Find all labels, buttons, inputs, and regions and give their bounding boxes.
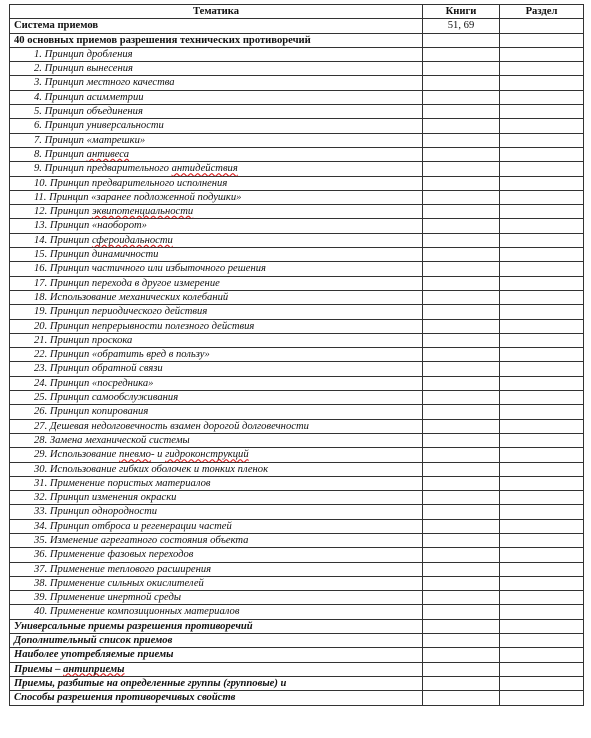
books-cell: [423, 162, 500, 176]
books-cell: [423, 662, 500, 676]
section-cell: [500, 591, 584, 605]
topic-text: 35. Изменение агрегатного состояния объекта: [34, 534, 249, 546]
books-cell: [423, 391, 500, 405]
header-section: Раздел: [500, 5, 584, 19]
topic-text: 31. Применение пористых материалов: [34, 477, 211, 489]
topic-text: 4. Принцип асимметрии: [34, 91, 144, 103]
topic-cell: [10, 419, 423, 433]
section-cell: [500, 248, 584, 262]
section-cell: [500, 19, 584, 33]
section-cell: [500, 105, 584, 119]
section-cell: [500, 576, 584, 590]
topic-cell: [10, 62, 423, 76]
topic-text: 39. Применение инертной среды: [34, 592, 181, 604]
topic-cell: [10, 248, 423, 262]
topic-cell: [10, 276, 423, 290]
topic-cell: [10, 90, 423, 104]
section-cell: [500, 119, 584, 133]
topic-text: 18. Использование механических колебаний: [34, 291, 229, 303]
table-row: [10, 619, 584, 633]
section-cell: [500, 90, 584, 104]
topic-cell: [10, 691, 423, 705]
table-row: [10, 676, 584, 690]
topic-cell: [10, 605, 423, 619]
books-cell: [423, 47, 500, 61]
section-cell: [500, 162, 584, 176]
books-cell: [423, 219, 500, 233]
topic-text: 21. Принцип проскока: [34, 334, 133, 346]
topic-text: 17. Принцип перехода в другое измерение: [34, 277, 220, 289]
table-row: [10, 105, 584, 119]
table-row: [10, 391, 584, 405]
section-cell: [500, 605, 584, 619]
books-cell: [423, 648, 500, 662]
topic-text: Наиболее употребляемые приемы: [14, 649, 174, 661]
books-cell: [423, 305, 500, 319]
section-cell: [500, 190, 584, 204]
section-cell: [500, 47, 584, 61]
section-cell: [500, 505, 584, 519]
table-row: [10, 648, 584, 662]
topic-text: 25. Принцип самообслуживания: [34, 392, 179, 404]
table-row: [10, 591, 584, 605]
table-row: [10, 262, 584, 276]
table-row: [10, 90, 584, 104]
topic-text: 15. Принцип динамичности: [34, 249, 159, 261]
section-cell: [500, 262, 584, 276]
topic-text: Универсальные приемы разрешения противоречий: [14, 620, 253, 632]
table-row: [10, 133, 584, 147]
topic-text: Приемы –: [14, 663, 64, 675]
topic-cell: [10, 33, 423, 47]
table-row: [10, 448, 584, 462]
spellcheck-flagged-word: антиприемы: [63, 663, 125, 675]
topic-cell: [10, 362, 423, 376]
topic-cell: [10, 676, 423, 690]
books-cell: [423, 433, 500, 447]
topic-cell: [10, 190, 423, 204]
section-cell: [500, 676, 584, 690]
table-row: [10, 162, 584, 176]
topic-text: 10. Принцип предварительного исполнения: [34, 177, 228, 189]
table-row: [10, 47, 584, 61]
books-cell: [423, 133, 500, 147]
topic-text: 7. Принцип «матрешки»: [34, 134, 146, 146]
section-cell: [500, 433, 584, 447]
topic-text: 20. Принцип непрерывности полезного действия: [34, 320, 255, 332]
topic-cell: [10, 562, 423, 576]
books-cell: [423, 448, 500, 462]
topic-text: 3. Принцип местного качества: [34, 77, 175, 89]
books-cell: [423, 605, 500, 619]
topic-cell: [10, 290, 423, 304]
topic-cell: [10, 634, 423, 648]
topic-cell: [10, 262, 423, 276]
spellcheck-flagged-word: антивеса: [86, 148, 130, 160]
topic-cell: [10, 233, 423, 247]
section-cell: [500, 333, 584, 347]
section-cell: [500, 33, 584, 47]
table-row: [10, 662, 584, 676]
topic-cell: [10, 505, 423, 519]
topic-text: 5. Принцип объединения: [34, 106, 143, 118]
topic-cell: [10, 662, 423, 676]
topic-cell: [10, 333, 423, 347]
topic-cell: [10, 476, 423, 490]
section-cell: [500, 619, 584, 633]
topic-text: 36. Применение фазовых переходов: [34, 549, 194, 561]
table-row: [10, 333, 584, 347]
topic-text: 8. Принцип: [34, 148, 87, 160]
section-cell: [500, 562, 584, 576]
topics-table: [9, 4, 584, 706]
table-row: [10, 476, 584, 490]
topic-text: 33. Принцип однородности: [34, 506, 158, 518]
topic-cell: [10, 591, 423, 605]
books-cell: 51, 69: [423, 19, 500, 33]
books-cell: [423, 519, 500, 533]
topic-text: 30. Использование гибких оболочек и тонких пленок: [34, 463, 269, 475]
spellcheck-flagged-word: пневмо: [119, 449, 151, 461]
table-row: [10, 362, 584, 376]
section-cell: [500, 462, 584, 476]
section-cell: [500, 376, 584, 390]
section-cell: [500, 491, 584, 505]
topic-text: 12. Принцип: [34, 206, 92, 218]
books-cell: [423, 319, 500, 333]
books-cell: [423, 262, 500, 276]
topic-text: 34. Принцип отброса и регенерации частей: [34, 520, 232, 532]
section-cell: [500, 290, 584, 304]
table-row: [10, 576, 584, 590]
topic-text: Дополнительный список приемов: [14, 635, 173, 647]
books-cell: [423, 90, 500, 104]
topic-cell: [10, 576, 423, 590]
section-cell: [500, 419, 584, 433]
header-books: Книги: [423, 5, 500, 19]
table-row: [10, 176, 584, 190]
table-row: [10, 519, 584, 533]
table-row: [10, 233, 584, 247]
topic-text: 40 основных приемов разрешения технических противоречий: [14, 34, 311, 46]
topic-text: 38. Применение сильных окислителей: [34, 577, 204, 589]
section-cell: [500, 305, 584, 319]
table-row: [10, 147, 584, 161]
table-row: [10, 348, 584, 362]
section-cell: [500, 219, 584, 233]
books-cell: [423, 691, 500, 705]
spellcheck-flagged-word: эквипотенциальности: [91, 206, 194, 218]
books-cell: [423, 176, 500, 190]
table-row: [10, 405, 584, 419]
topic-text: Приемы, разбитые на определенные группы (групповые) и: [14, 677, 287, 689]
topic-text: 27. Дешевая недолговечность взамен дорогой долговечности: [34, 420, 309, 432]
section-cell: [500, 533, 584, 547]
books-cell: [423, 491, 500, 505]
topic-text: 29. Использование: [34, 449, 120, 461]
section-cell: [500, 548, 584, 562]
section-cell: [500, 62, 584, 76]
topic-text: Система приемов: [14, 20, 99, 32]
topic-text: 2. Принцип вынесения: [34, 63, 133, 75]
books-cell: [423, 676, 500, 690]
topic-cell: [10, 533, 423, 547]
topic-text: Способы разрешения противоречивых свойств: [14, 692, 236, 704]
section-cell: [500, 476, 584, 490]
topic-cell: [10, 491, 423, 505]
books-cell: [423, 147, 500, 161]
table-row: [10, 248, 584, 262]
topic-cell: [10, 462, 423, 476]
table-row: [10, 205, 584, 219]
books-cell: [423, 476, 500, 490]
topic-cell: [10, 519, 423, 533]
section-cell: [500, 205, 584, 219]
books-cell: [423, 105, 500, 119]
header-topic: Тематика: [10, 5, 423, 19]
table-row: [10, 290, 584, 304]
topic-cell: [10, 391, 423, 405]
books-cell: [423, 33, 500, 47]
topic-cell: [10, 105, 423, 119]
books-cell: [423, 348, 500, 362]
topic-text: 23. Принцип обратной связи: [34, 363, 163, 375]
table-row: [10, 562, 584, 576]
topic-cell: [10, 548, 423, 562]
table-row: [10, 419, 584, 433]
books-cell: [423, 205, 500, 219]
section-cell: [500, 648, 584, 662]
section-cell: [500, 147, 584, 161]
topic-text: 26. Принцип копирования: [34, 406, 149, 418]
books-cell: [423, 62, 500, 76]
table-body: [10, 19, 584, 705]
section-cell: [500, 519, 584, 533]
topic-cell: [10, 348, 423, 362]
table-row: [10, 548, 584, 562]
books-cell: [423, 634, 500, 648]
topic-cell: [10, 119, 423, 133]
books-cell: [423, 548, 500, 562]
table-row: [10, 76, 584, 90]
section-cell: [500, 662, 584, 676]
table-row: [10, 19, 584, 33]
topic-text: 14. Принцип: [34, 234, 92, 246]
topic-cell: [10, 405, 423, 419]
topic-text: 22. Принцип «обратить вред в пользу»: [34, 349, 210, 361]
books-cell: [423, 76, 500, 90]
table-row: [10, 33, 584, 47]
books-cell: [423, 533, 500, 547]
topic-text: - и: [150, 449, 166, 461]
table-row: [10, 305, 584, 319]
books-cell: [423, 248, 500, 262]
table-row: [10, 276, 584, 290]
table-row: [10, 691, 584, 705]
topic-cell: [10, 162, 423, 176]
section-cell: [500, 691, 584, 705]
books-cell: [423, 119, 500, 133]
table-row: [10, 605, 584, 619]
spellcheck-flagged-word: гидроконструкций: [165, 449, 249, 461]
books-cell: [423, 362, 500, 376]
topic-cell: [10, 433, 423, 447]
topic-cell: [10, 133, 423, 147]
books-cell: [423, 290, 500, 304]
section-cell: [500, 448, 584, 462]
books-cell: [423, 576, 500, 590]
table-row: [10, 491, 584, 505]
table-row: [10, 634, 584, 648]
table-row: [10, 62, 584, 76]
books-cell: [423, 591, 500, 605]
topic-cell: [10, 219, 423, 233]
topic-text: 24. Принцип «посредника»: [34, 377, 154, 389]
table-row: [10, 219, 584, 233]
books-cell: [423, 190, 500, 204]
topic-text: 13. Принцип «наоборот»: [34, 220, 147, 232]
books-cell: [423, 405, 500, 419]
section-cell: [500, 76, 584, 90]
topic-text: 40. Применение композиционных материалов: [34, 606, 240, 618]
topic-cell: [10, 619, 423, 633]
topic-text: 1. Принцип дробления: [34, 48, 133, 60]
table-row: [10, 376, 584, 390]
table-header-row: [10, 5, 584, 19]
table-row: [10, 533, 584, 547]
books-cell: [423, 419, 500, 433]
table-row: [10, 462, 584, 476]
section-cell: [500, 634, 584, 648]
section-cell: [500, 276, 584, 290]
books-cell: [423, 376, 500, 390]
section-cell: [500, 176, 584, 190]
topic-cell: [10, 319, 423, 333]
table-row: [10, 190, 584, 204]
topic-text: 11. Принцип «заранее подложенной подушки»: [34, 191, 242, 203]
topic-cell: [10, 47, 423, 61]
books-cell: [423, 233, 500, 247]
topic-cell: [10, 448, 423, 462]
topic-text: 32. Принцип изменения окраски: [34, 492, 177, 504]
topic-cell: [10, 205, 423, 219]
topic-text: 16. Принцип частичного или избыточного решения: [34, 263, 266, 275]
table-row: [10, 319, 584, 333]
section-cell: [500, 405, 584, 419]
topic-cell: [10, 305, 423, 319]
topic-cell: [10, 19, 423, 33]
spellcheck-flagged-word: антидействия: [171, 163, 238, 175]
section-cell: [500, 233, 584, 247]
books-cell: [423, 462, 500, 476]
topic-text: 19. Принцип периодического действия: [34, 306, 208, 318]
topic-cell: [10, 376, 423, 390]
table-row: [10, 119, 584, 133]
section-cell: [500, 348, 584, 362]
table-row: [10, 505, 584, 519]
topic-cell: [10, 76, 423, 90]
section-cell: [500, 391, 584, 405]
books-cell: [423, 562, 500, 576]
books-cell: [423, 333, 500, 347]
spellcheck-flagged-word: сфероидальности: [91, 234, 173, 246]
table-row: [10, 433, 584, 447]
topic-cell: [10, 147, 423, 161]
books-cell: [423, 505, 500, 519]
books-cell: [423, 276, 500, 290]
topic-cell: [10, 648, 423, 662]
topic-cell: [10, 176, 423, 190]
topic-text: 28. Замена механической системы: [34, 434, 190, 446]
topic-text: 37. Применение теплового расширения: [34, 563, 212, 575]
section-cell: [500, 319, 584, 333]
section-cell: [500, 362, 584, 376]
topic-text: 9. Принцип предварительного: [34, 163, 172, 175]
books-cell: [423, 619, 500, 633]
topic-text: 6. Принцип универсальности: [34, 120, 164, 132]
section-cell: [500, 133, 584, 147]
